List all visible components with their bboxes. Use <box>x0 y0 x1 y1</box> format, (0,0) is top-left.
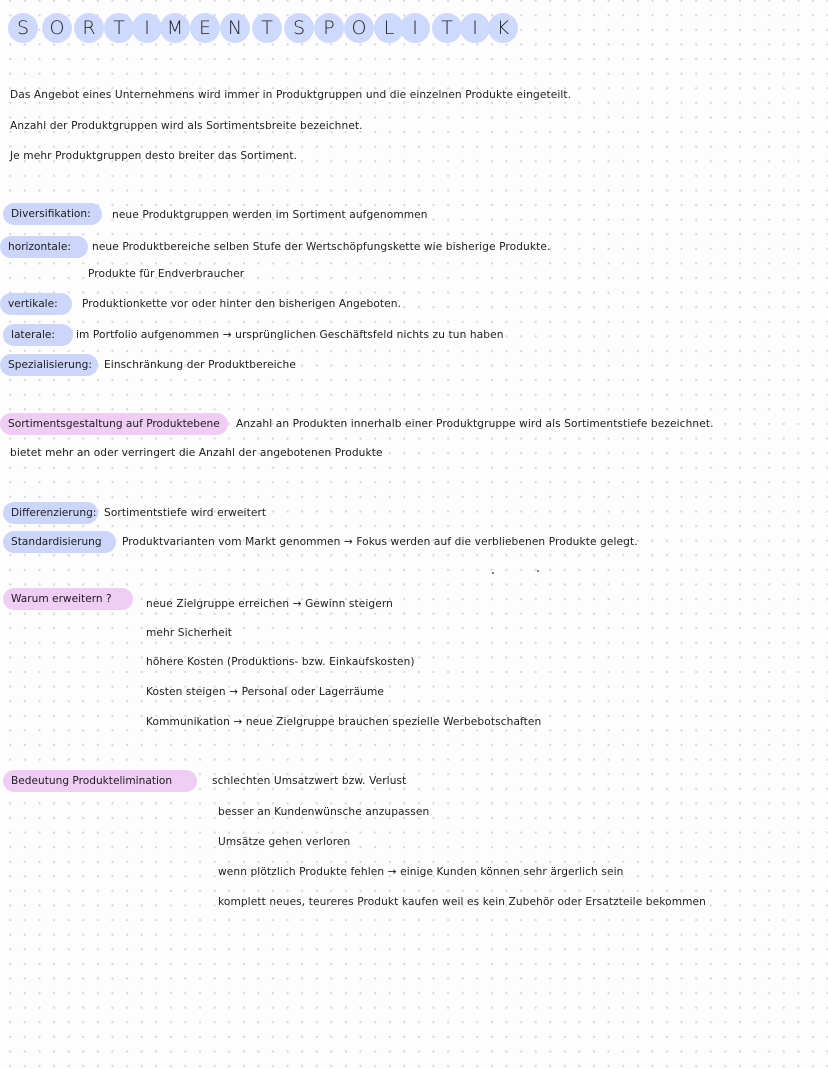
differenzierung-tag: Differenzierung: <box>3 502 98 524</box>
spezialisierung-tag: Spezialisierung: <box>0 354 98 376</box>
warum-tag: Warum erweitern ? <box>3 588 133 610</box>
title-letter: S <box>8 13 38 43</box>
title-letter: T <box>104 13 134 43</box>
bedeutung-item: besser an Kundenwünsche anzupassen <box>218 806 430 818</box>
title-letter: O <box>42 13 72 43</box>
title-letter: E <box>190 13 220 43</box>
vertikal-text: Produktionkette vor oder hinter den bisherigen Angeboten. <box>82 298 402 310</box>
title-letter: T <box>432 13 462 43</box>
bedeutung-item: komplett neues, teureres Produkt kaufen weil es kein Zubehör oder Ersatzteile bekommen <box>218 896 706 908</box>
horizontal-text-2: Produkte für Endverbraucher <box>88 268 245 280</box>
vertikal-tag: vertikale: <box>0 293 72 315</box>
horizontal-text: neue Produktbereiche selben Stufe der Wertschöpfungskette wie bisherige Produkte. <box>92 241 551 253</box>
title-letter: O <box>344 13 374 43</box>
warum-item: Kommunikation → neue Zielgruppe brauchen spezielle Werbebotschaften <box>146 716 542 728</box>
title-letter: L <box>374 13 404 43</box>
diversifikation-text: neue Produktgruppen werden im Sortiment aufgenommen <box>112 209 428 221</box>
spezialisierung-text: Einschränkung der Produktbereiche <box>104 359 296 371</box>
sortimentsgestaltung-text-2: bietet mehr an oder verringert die Anzahl der angebotenen Produkte <box>10 447 383 459</box>
title-letter: R <box>74 13 104 43</box>
stray-dot <box>492 572 494 574</box>
stray-dot <box>537 570 539 572</box>
standardisierung-tag: Standardisierung <box>3 531 116 553</box>
title-letter: I <box>460 13 490 43</box>
title-letter: I <box>400 13 430 43</box>
intro-line: Das Angebot eines Unternehmens wird immer in Produktgruppen und die einzelnen Produkte eingeteilt. <box>10 89 572 101</box>
differenzierung-text: Sortimentstiefe wird erweitert <box>104 507 267 519</box>
title-letter: N <box>220 13 250 43</box>
lateral-text: im Portfolio aufgenommen → ursprünglichen Geschäftsfeld nichts zu tun haben <box>76 329 504 341</box>
sortimentsgestaltung-tag: Sortimentsgestaltung auf Produktebene <box>0 413 228 435</box>
title-letter: S <box>284 13 314 43</box>
diversifikation-tag: Diversifikation: <box>3 203 102 225</box>
horizontal-tag: horizontale: <box>0 236 88 258</box>
lateral-tag: laterale: <box>3 324 73 346</box>
title-letter: K <box>488 13 518 43</box>
intro-line: Anzahl der Produktgruppen wird als Sortimentsbreite bezeichnet. <box>10 120 363 132</box>
bedeutung-tag: Bedeutung Produktelimination <box>3 770 197 792</box>
warum-item: höhere Kosten (Produktions- bzw. Einkaufskosten) <box>146 656 415 668</box>
standardisierung-text: Produktvarianten vom Markt genommen → Fokus werden auf die verbliebenen Produkte gelegt. <box>122 536 638 548</box>
sortimentsgestaltung-text: Anzahl an Produkten innerhalb einer Produktgruppe wird als Sortimentstiefe bezeichnet. <box>236 418 714 430</box>
title-letter: T <box>252 13 282 43</box>
title-letter: I <box>132 13 162 43</box>
title-letter: M <box>160 13 190 43</box>
bedeutung-item: wenn plötzlich Produkte fehlen → einige Kunden können sehr ärgerlich sein <box>218 866 624 878</box>
intro-line: Je mehr Produktgruppen desto breiter das Sortiment. <box>10 150 298 162</box>
warum-item: mehr Sicherheit <box>146 627 232 639</box>
bedeutung-item: schlechten Umsatzwert bzw. Verlust <box>212 775 407 787</box>
warum-item: neue Zielgruppe erreichen → Gewinn steigern <box>146 598 393 610</box>
title-letter: P <box>314 13 344 43</box>
bedeutung-item: Umsätze gehen verloren <box>218 836 351 848</box>
warum-item: Kosten steigen → Personal oder Lagerräume <box>146 686 385 698</box>
